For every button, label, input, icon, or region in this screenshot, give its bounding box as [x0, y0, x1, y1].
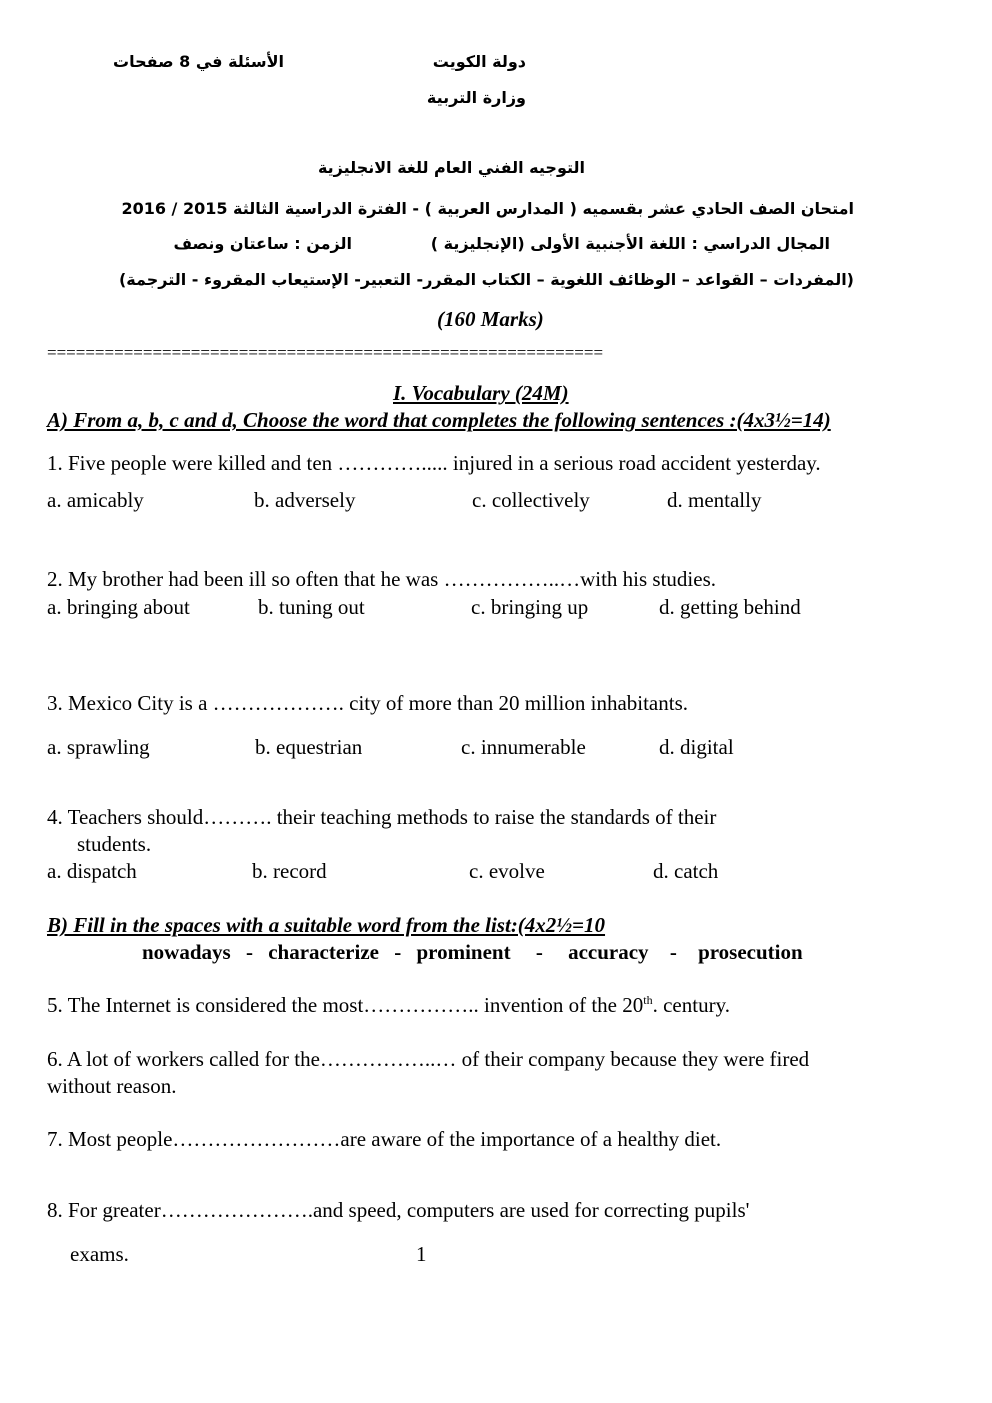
q1-option-a: a. amicably [47, 488, 144, 512]
q4-option-c: c. evolve [469, 859, 545, 883]
word-list [142, 940, 803, 965]
q2-option-a: a. bringing about [47, 595, 190, 619]
q2-option-b: b. tuning out [258, 595, 365, 619]
q2-option-d: d. getting behind [659, 595, 801, 619]
section-title: I. Vocabulary (24M) [393, 381, 569, 405]
question-4-continuation: students. [77, 832, 152, 856]
q4-option-b: b. record [252, 859, 327, 883]
header-subject: المجال الدراسي : اللغة الأجنبية الأولى (الإنجليزية ) [430, 234, 830, 253]
question-8-continuation: exams. [70, 1242, 129, 1266]
q4-option-a: a. dispatch [47, 859, 137, 883]
question-6-continuation: without reason. [47, 1074, 177, 1098]
question-5 [47, 993, 730, 1018]
header-ministry: وزارة التربية [426, 88, 526, 107]
question-6: 6. A lot of workers called for the……………..… of their company because they were fired [47, 1047, 810, 1071]
word-separator: - [669, 940, 677, 964]
q2-option-c: c. bringing up [471, 595, 589, 619]
word-separator: - [394, 940, 402, 964]
question-5-tail: . century. [652, 993, 730, 1017]
word-accuracy: accuracy [568, 940, 649, 964]
word-characterize: characterize [268, 940, 379, 964]
header-contents: (المفردات – القواعد – الوظائف اللغوية – الكتاب المقرر- التعبير- الإستيعاب المقروء - الترجمة) [118, 270, 854, 289]
q3-option-b: b. equestrian [255, 735, 363, 759]
question-5-superscript: th [643, 993, 653, 1007]
q3-option-c: c. innumerable [461, 735, 586, 759]
page-number: 1 [416, 1242, 427, 1266]
question-3: 3. Mexico City is a ………………. city of more than 20 million inhabitants. [47, 691, 689, 715]
header-marks: (160 Marks) [437, 307, 544, 331]
q1-option-d: d. mentally [667, 488, 762, 512]
word-nowadays: nowadays [142, 940, 231, 964]
question-7: 7. Most people……………………are aware of the importance of a healthy diet. [47, 1127, 722, 1151]
q1-option-c: c. collectively [472, 488, 590, 512]
header-exam-title: امتحان الصف الحادي عشر بقسميه ( المدارس العربية ) - الفترة الدراسية الثالثة 2015 / 2016 [121, 199, 854, 218]
header-divider: ========================================================== [47, 343, 604, 362]
header-pages-note: الأسئلة في 8 صفحات [112, 52, 284, 71]
part-a-instruction: A) From a, b, c and d, Choose the word that completes the following sentences :(4x3½=14) [47, 408, 831, 432]
word-prominent: prominent [416, 940, 511, 964]
question-2: 2. My brother had been ill so often that he was ……………..…with his studies. [47, 567, 716, 591]
word-separator: - [245, 940, 253, 964]
q4-option-d: d. catch [653, 859, 719, 883]
question-5-text: 5. The Internet is considered the most…………….. invention of the 20 [47, 993, 644, 1017]
header-department: التوجيه الفني العام للغة الانجليزية [317, 158, 585, 177]
q3-option-d: d. digital [659, 735, 734, 759]
question-4: 4. Teachers should………. their teaching methods to raise the standards of their [47, 805, 717, 829]
header-time: الزمن : ساعتان ونصف [173, 234, 352, 253]
part-b-instruction: B) Fill in the spaces with a suitable word from the list:(4x2½=10 [47, 913, 606, 937]
word-prosecution: prosecution [698, 940, 803, 964]
q3-option-a: a. sprawling [47, 735, 150, 759]
header-country: دولة الكويت [432, 52, 526, 71]
word-separator: - [535, 940, 543, 964]
question-1: 1. Five people were killed and ten …………..... injured in a serious road accident yesterday. [47, 451, 821, 475]
q1-option-b: b. adversely [254, 488, 356, 512]
question-8: 8. For greater………………….and speed, computers are used for correcting pupils' [47, 1198, 750, 1222]
